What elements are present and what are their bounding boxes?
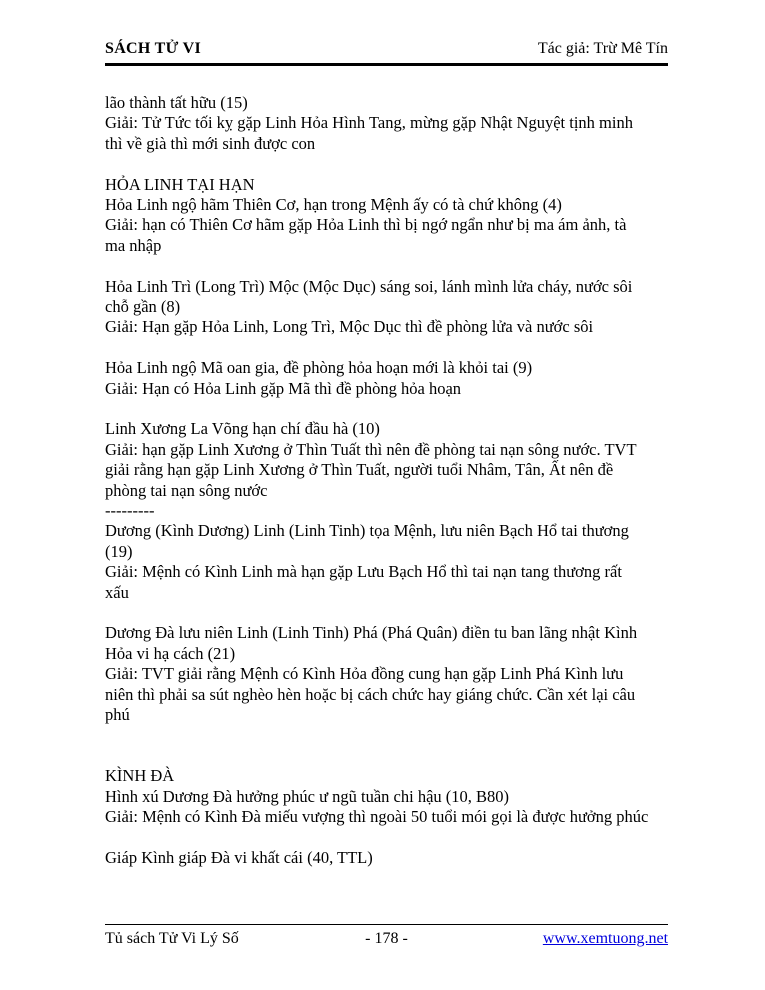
text-line: Hỏa Linh ngộ Mã oan gia, đề phòng hỏa hoạn mới là khỏi tai (9) — [105, 358, 533, 378]
text-line: Giáp Kình giáp Đà vi khất cái (40, TTL) — [105, 847, 373, 867]
text-line: Hỏa vi hạ cách (21) — [105, 643, 236, 663]
text-line: phú — [105, 705, 130, 725]
paragraph-hoa-linh-ngo-ma — [105, 358, 680, 399]
text-line: lão thành tất hữu (15) — [105, 93, 248, 112]
paragraph-linh-xuong-la-vong — [105, 419, 680, 603]
text-line: Hỏa Linh ngộ hãm Thiên Cơ, hạn trong Mệnh ấy có tà chứ không (4) — [105, 195, 562, 215]
book-title: SÁCH TỬ VI — [105, 40, 202, 57]
text-line: --------- — [105, 501, 155, 521]
text-line: Giải: Mệnh có Kình Đà miếu vượng thì ngoài 50 tuổi mói gọi là được hưởng phúc — [105, 807, 649, 827]
page-header — [105, 40, 668, 66]
text-line: thì về già thì mới sinh được con — [105, 133, 316, 153]
text-line: ma nhập — [105, 235, 162, 255]
text-line: phòng tai nạn sông nước — [105, 480, 268, 500]
page-number: - 178 - — [365, 930, 408, 947]
text-line: Dương (Kình Dương) Linh (Linh Tinh) tọa Mệnh, lưu niên Bạch Hổ tai thương — [105, 521, 629, 541]
text-line: Giải: Mệnh có Kình Linh mà hạn gặp Lưu Bạch Hổ thì tai nạn tang thương rất — [105, 562, 622, 582]
text-line: Hỏa Linh Trì (Long Trì) Mộc (Mộc Dục) sáng soi, lánh mình lửa cháy, nước sôi — [105, 276, 633, 296]
paragraph-duong-da-luu-nien — [105, 623, 680, 725]
text-line: Giải: TVT giải rằng Mệnh có Kình Hỏa đồng cung hạn gặp Linh Phá Kình lưu — [105, 664, 624, 684]
author-credit: Tác giả: Trừ Mê Tín — [537, 40, 668, 57]
website-link[interactable]: www.xemtuong.net — [542, 930, 669, 947]
paragraph-hoa-linh-tri — [105, 277, 680, 338]
paragraph-lao-thanh — [105, 93, 680, 154]
text-line: Giải: Hạn gặp Hỏa Linh, Long Trì, Mộc Dục thì đề phòng lửa và nước sôi — [105, 317, 594, 337]
text-line: Giải: hạn gặp Linh Xương ở Thìn Tuất thì nên đề phòng tai nạn sông nước. TVT — [105, 439, 637, 459]
section-hoa-linh-tai-han — [105, 175, 680, 257]
text-line: Hình xú Dương Đà hưởng phúc ư ngũ tuần chi hậu (10, B80) — [105, 786, 510, 806]
paragraph-giap-kinh-giap-da — [105, 848, 680, 868]
text-line: niên thì phải sa sút nghèo hèn hoặc bị cách chức hay giáng chức. Cần xét lại câu — [105, 684, 636, 704]
text-line: Giải: Hạn có Hỏa Linh gặp Mã thì đề phòng hỏa hoạn — [105, 378, 462, 398]
text-line: Giải: Tử Tức tối kỵ gặp Linh Hỏa Hình Tang, mừng gặp Nhật Nguyệt tịnh minh — [105, 113, 633, 133]
text-line: chỗ gần (8) — [105, 297, 181, 317]
section-heading: KÌNH ĐÀ — [105, 766, 175, 786]
section-heading: HỎA LINH TẠI HẠN — [105, 174, 255, 194]
section-kinh-da — [105, 766, 680, 827]
text-line: Dương Đà lưu niên Linh (Linh Tinh) Phá (Phá Quân) điền tu ban lãng nhật Kình — [105, 623, 638, 643]
text-line: giải rằng hạn gặp Linh Xương ở Thìn Tuất, người tuổi Nhâm, Tân, Ất nên đề — [105, 460, 614, 480]
text-line: (19) — [105, 541, 133, 561]
text-line: xấu — [105, 582, 129, 602]
footer-link-wrap — [480, 930, 668, 948]
page-footer — [105, 924, 668, 948]
text-line: Linh Xương La Võng hạn chí đầu hà (10) — [105, 419, 380, 439]
footer-series-title: Tủ sách Tử Vi Lý Số — [105, 930, 239, 947]
document-body — [105, 93, 680, 889]
text-line: Giải: hạn có Thiên Cơ hãm gặp Hỏa Linh thì bị ngớ ngẩn như bị ma ám ảnh, tà — [105, 215, 627, 235]
